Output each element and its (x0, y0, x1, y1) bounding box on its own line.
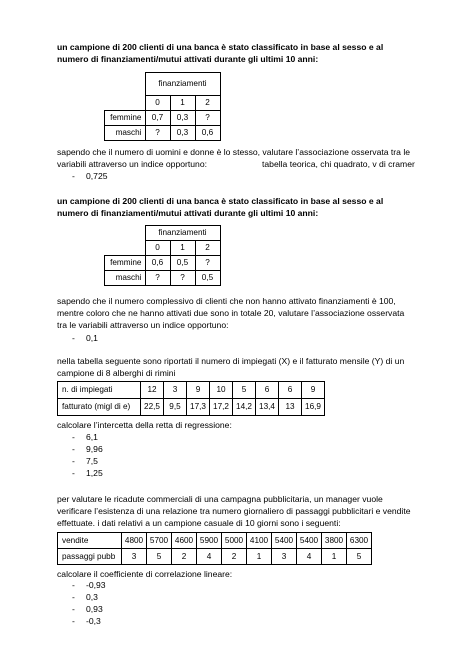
q2-cell: ? (170, 271, 195, 286)
table-row (58, 399, 325, 416)
q4-cell: 5400 (272, 533, 297, 549)
q4-cell: 6300 (347, 533, 372, 549)
q3-row-label: n. di impiegati (58, 382, 141, 399)
q4-cell: 4 (197, 549, 222, 565)
q3-cell: 10 (210, 382, 233, 399)
q2-row-label: maschi (105, 271, 146, 286)
q2-col: 0 (145, 241, 170, 256)
q2-cell: 0,5 (170, 256, 195, 271)
q3-cell: 13 (279, 399, 302, 416)
q4-cell: 3 (122, 549, 147, 565)
q2-row-label: femmine (105, 256, 146, 271)
table-row (105, 111, 221, 126)
q4-row-label: passaggi pubb (58, 549, 122, 565)
q1-row-label: maschi (105, 126, 146, 141)
q4-cell: 2 (222, 549, 247, 565)
q2-text-line3: tra le variabili attraverso un indice opportuno: (57, 320, 229, 330)
q4-text-line3: effettuate. i dati relativi a un campione casuale di 10 giorni sono i seguenti: (57, 518, 341, 528)
table-row (105, 126, 221, 141)
q3-cell: 9 (302, 382, 325, 399)
q1-cell: ? (145, 126, 170, 141)
q3-cell: 9,5 (164, 399, 187, 416)
q3-cell: 5 (233, 382, 256, 399)
q4-cell: 4600 (172, 533, 197, 549)
q4-text-line2: verificare l’esistenza di una relazione tra numero giornaliero di passaggi pubblicitari e vendite (57, 506, 411, 516)
q4-cell: 3800 (322, 533, 347, 549)
q4-cell: 4100 (247, 533, 272, 549)
q3-cell: 3 (164, 382, 187, 399)
q3-cell: 9 (187, 382, 210, 399)
q4-text-line1: per valutare le ricadute commerciali di una campagna pubblicitaria, un manager vuole (57, 494, 383, 504)
q1-cell: 0,6 (195, 126, 220, 141)
q4-cell: 5700 (147, 533, 172, 549)
q2-contingency-table (104, 225, 221, 286)
q4-cell: 5400 (297, 533, 322, 549)
q4-cell: 5900 (197, 533, 222, 549)
q1-title-line1: un campione di 200 clienti di una banca è stato classificato in base al sesso e al (57, 42, 384, 52)
q2-text-line2: mentre coloro che ne hanno attivati due sono in totale 20, valutare l’associazione osservata (57, 308, 405, 318)
q3-cell: 22,5 (141, 399, 164, 416)
q3-cell: 17,3 (187, 399, 210, 416)
q1-col: 1 (170, 96, 195, 111)
q3-row-label: fatturato (migl di e) (58, 399, 141, 416)
q4-cell: 5 (147, 549, 172, 565)
table-row (105, 271, 221, 286)
q3-text-line1: nella tabella seguente sono riportati il numero di impiegati (X) e il fatturato mensile (Y) di un (57, 356, 405, 366)
q4-cell: 2 (172, 549, 197, 565)
table-row (58, 533, 372, 549)
q4-cell: 5000 (222, 533, 247, 549)
q3-cell: 6 (256, 382, 279, 399)
q2-col: 1 (170, 241, 195, 256)
q3-cell: 13,4 (256, 399, 279, 416)
q1-row-label: femmine (105, 111, 146, 126)
q1-contingency-table (104, 72, 221, 141)
q3-cell: 14,2 (233, 399, 256, 416)
q2-cell: ? (195, 256, 220, 271)
q1-header: finanziamenti (145, 73, 220, 96)
q1-title-line2: numero di finanziamenti/mutui attivati durante gli ultimi 10 anni: (57, 54, 319, 64)
q4-row-label: vendite (58, 533, 122, 549)
q1-text-line2a: variabili attraverso un indice opportuno: (57, 159, 208, 169)
q3-cell: 17,2 (210, 399, 233, 416)
q4-cell: 1 (247, 549, 272, 565)
q3-cell: 16,9 (302, 399, 325, 416)
q4-cell: 3 (272, 549, 297, 565)
q2-col: 2 (195, 241, 220, 256)
q3-data-table (57, 381, 325, 416)
q1-col: 2 (195, 96, 220, 111)
q2-cell: ? (145, 271, 170, 286)
q1-cell: 0,7 (145, 111, 170, 126)
q4-cell: 1 (322, 549, 347, 565)
q3-cell: 6 (279, 382, 302, 399)
q1-cell: 0,3 (170, 111, 195, 126)
q2-cell: 0,6 (145, 256, 170, 271)
q2-title-line1: un campione di 200 clienti di una banca è stato classificato in base al sesso e al (57, 196, 384, 206)
q4-cell: 5 (347, 549, 372, 565)
q4-cell: 4800 (122, 533, 147, 549)
table-row (105, 256, 221, 271)
q2-text-line1: sapendo che il numero complessivo di clienti che non hanno attivato finanziamenti è 100, (57, 296, 396, 306)
q4-data-table (57, 532, 372, 565)
q1-text-line1: sapendo che il numero di uomini e donne è lo stesso, valutare l’associazione osservata tra le (57, 147, 411, 157)
q3-text-line2: campione di 8 alberghi di rimini (57, 368, 176, 378)
q1-text-line2b: tabella teorica, chi quadrato, v di cramer (262, 159, 415, 169)
q2-header: finanziamenti (145, 226, 220, 241)
table-row (58, 382, 325, 399)
q1-cell: 0,3 (170, 126, 195, 141)
q2-title-line2: numero di finanziamenti/mutui attivati durante gli ultimi 10 anni: (57, 208, 319, 218)
q2-cell: 0,5 (195, 271, 220, 286)
q3-cell: 12 (141, 382, 164, 399)
q1-col: 0 (145, 96, 170, 111)
q4-question: calcolare il coefficiente di correlazione lineare: (57, 569, 233, 579)
q1-cell: ? (195, 111, 220, 126)
q4-cell: 4 (297, 549, 322, 565)
table-row (58, 549, 372, 565)
q3-question: calcolare l’intercetta della retta di regressione: (57, 420, 232, 430)
